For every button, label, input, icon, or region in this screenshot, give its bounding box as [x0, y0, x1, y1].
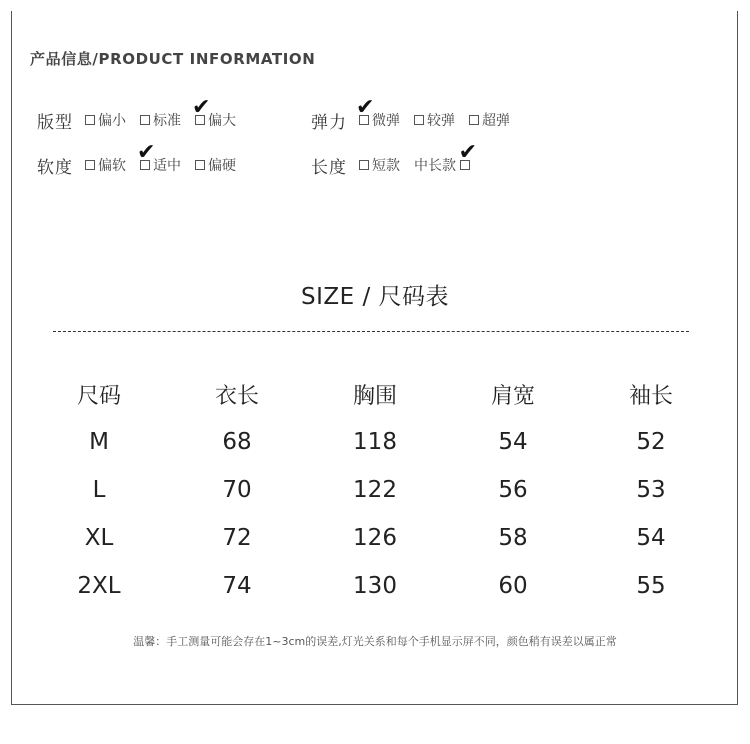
checkbox-box[interactable]: [359, 160, 369, 170]
checkbox-box[interactable]: [85, 115, 95, 125]
table-row: [30, 418, 720, 466]
table-cell: 56: [498, 477, 528, 503]
table-header-cell: 肩宽: [490, 383, 535, 409]
checkmark-icon: ✔: [137, 140, 156, 165]
table-cell: M: [89, 429, 109, 455]
option-label: 偏大: [208, 113, 236, 129]
table-cell: 72: [222, 525, 252, 551]
option-checkbox[interactable]: [359, 155, 400, 175]
attr-fit: [37, 95, 250, 133]
table-cell: 126: [353, 525, 397, 551]
checkmark-icon: ✔: [356, 95, 375, 120]
option-label: 偏软: [98, 158, 126, 174]
checkbox-box[interactable]: [85, 160, 95, 170]
checkmark-icon: ✔: [458, 140, 477, 165]
table-cell: 2XL: [77, 573, 121, 599]
option-checkbox-checked[interactable]: [356, 95, 400, 130]
table-cell: 60: [498, 573, 528, 599]
option-label: 短款: [372, 158, 400, 174]
table-row: [30, 466, 720, 514]
option-checkbox-checked[interactable]: [414, 140, 477, 175]
checkmark-icon: ✔: [192, 95, 211, 120]
section-title: 产品信息/PRODUCT INFORMATION: [30, 50, 316, 68]
table-cell: 68: [222, 429, 252, 455]
size-chart-title: SIZE / 尺码表: [300, 284, 450, 310]
option-label: 适中: [153, 158, 181, 174]
table-cell: 54: [636, 525, 666, 551]
option-label: 较弹: [427, 113, 455, 129]
table-row: [30, 514, 720, 562]
table-cell: 118: [353, 429, 397, 455]
attr-length: [311, 140, 484, 178]
table-cell: 130: [353, 573, 397, 599]
attr-label: 版型: [37, 112, 73, 133]
checkbox-box[interactable]: [195, 160, 205, 170]
option-label: 标准: [153, 113, 181, 129]
table-cell: 54: [498, 429, 528, 455]
attr-label: 软度: [37, 157, 73, 178]
checkbox-box[interactable]: [140, 115, 150, 125]
option-label: 偏小: [98, 113, 126, 129]
table-cell: 74: [222, 573, 252, 599]
option-checkbox[interactable]: [140, 110, 181, 130]
table-cell: XL: [84, 525, 114, 551]
table-cell: 55: [636, 573, 666, 599]
option-checkbox[interactable]: [469, 110, 510, 130]
option-checkbox[interactable]: [195, 155, 236, 175]
option-label: 超弹: [482, 113, 510, 129]
attr-label: 长度: [311, 157, 347, 178]
table-header-cell: 袖长: [628, 383, 673, 409]
table-header-cell: 尺码: [76, 383, 121, 409]
table-cell: 58: [498, 525, 528, 551]
measurement-note: 温馨：手工测量可能会存在1~3cm的误差,灯光关系和每个手机显示屏不同，颜色稍有误差以属正常: [133, 635, 617, 648]
option-checkbox[interactable]: [85, 155, 126, 175]
table-header-cell: 胸围: [352, 383, 397, 409]
table-cell: L: [92, 477, 106, 503]
option-label: 微弹: [372, 113, 400, 129]
dashed-divider: [53, 331, 689, 332]
table-cell: 122: [353, 477, 397, 503]
option-checkbox[interactable]: [85, 110, 126, 130]
attr-elasticity: [311, 95, 524, 133]
table-header-cell: 衣长: [214, 383, 259, 409]
table-header-row: [30, 370, 720, 418]
table-row: [30, 562, 720, 610]
checkbox-box[interactable]: [469, 115, 479, 125]
checkbox-box[interactable]: [414, 115, 424, 125]
table-cell: 53: [636, 477, 666, 503]
table-cell: 52: [636, 429, 666, 455]
option-label: 偏硬: [208, 158, 236, 174]
table-cell: 70: [222, 477, 252, 503]
option-label: 中长款: [414, 158, 456, 174]
size-table: [30, 370, 720, 610]
option-checkbox-checked[interactable]: [137, 140, 181, 175]
attr-label: 弹力: [311, 112, 347, 133]
option-checkbox-checked[interactable]: [192, 95, 236, 130]
attr-softness: [37, 140, 250, 178]
option-checkbox[interactable]: [414, 110, 455, 130]
